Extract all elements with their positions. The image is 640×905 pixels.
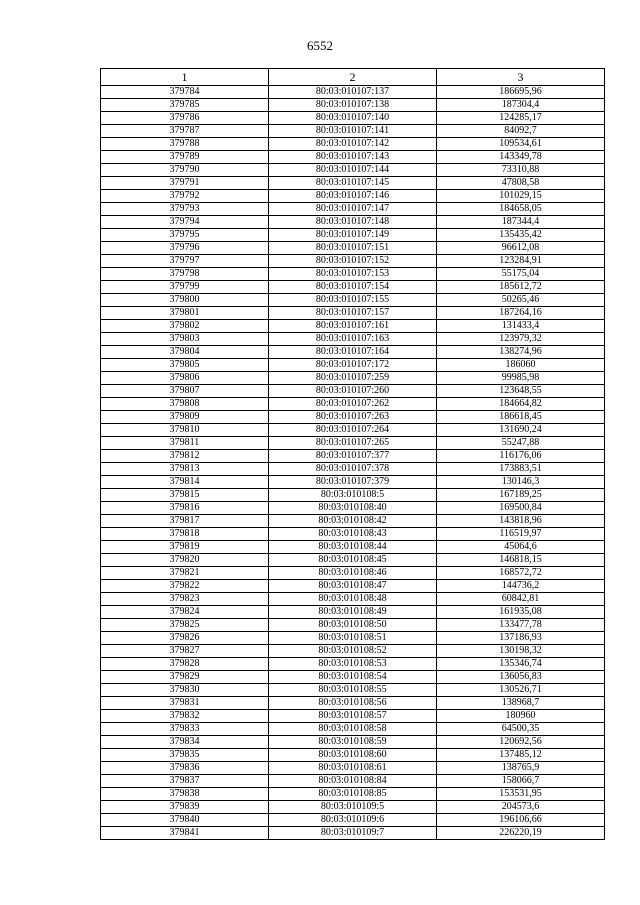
cadastral-number-cell: 80:03:010107:140 [269, 112, 437, 125]
table-row [101, 307, 605, 320]
value-cell: 133477,78 [437, 619, 605, 632]
column-header-1: 1 [101, 69, 269, 86]
table-body [101, 86, 605, 840]
table-row [101, 775, 605, 788]
row-number-cell: 379795 [101, 229, 269, 242]
value-cell: 186060 [437, 359, 605, 372]
cadastral-number-cell: 80:03:010107:172 [269, 359, 437, 372]
row-number-cell: 379824 [101, 606, 269, 619]
cadastral-number-cell: 80:03:010108:42 [269, 515, 437, 528]
cadastral-number-cell: 80:03:010108:47 [269, 580, 437, 593]
cadastral-number-cell: 80:03:010108:52 [269, 645, 437, 658]
row-number-cell: 379799 [101, 281, 269, 294]
row-number-cell: 379788 [101, 138, 269, 151]
cadastral-number-cell: 80:03:010108:45 [269, 554, 437, 567]
row-number-cell: 379830 [101, 684, 269, 697]
value-cell: 187304,4 [437, 99, 605, 112]
value-cell: 55247,88 [437, 437, 605, 450]
table-row [101, 645, 605, 658]
row-number-cell: 379821 [101, 567, 269, 580]
table-row [101, 788, 605, 801]
value-cell: 116519,97 [437, 528, 605, 541]
row-number-cell: 379786 [101, 112, 269, 125]
row-number-cell: 379818 [101, 528, 269, 541]
table-row [101, 723, 605, 736]
value-cell: 196106,66 [437, 814, 605, 827]
value-cell: 184658,05 [437, 203, 605, 216]
value-cell: 158066,7 [437, 775, 605, 788]
table-row [101, 580, 605, 593]
table-row [101, 671, 605, 684]
cadastral-number-cell: 80:03:010107:151 [269, 242, 437, 255]
cadastral-number-cell: 80:03:010108:57 [269, 710, 437, 723]
table-row [101, 437, 605, 450]
table-row [101, 697, 605, 710]
table-row [101, 450, 605, 463]
cadastral-number-cell: 80:03:010107:379 [269, 476, 437, 489]
row-number-cell: 379835 [101, 749, 269, 762]
cadastral-number-cell: 80:03:010108:54 [269, 671, 437, 684]
column-header-2: 2 [269, 69, 437, 86]
cadastral-number-cell: 80:03:010108:50 [269, 619, 437, 632]
row-number-cell: 379815 [101, 489, 269, 502]
value-cell: 184664,82 [437, 398, 605, 411]
table-row [101, 541, 605, 554]
row-number-cell: 379790 [101, 164, 269, 177]
row-number-cell: 379816 [101, 502, 269, 515]
value-cell: 204573,6 [437, 801, 605, 814]
row-number-cell: 379822 [101, 580, 269, 593]
cadastral-number-cell: 80:03:010107:259 [269, 372, 437, 385]
cadastral-number-cell: 80:03:010107:149 [269, 229, 437, 242]
value-cell: 55175,04 [437, 268, 605, 281]
row-number-cell: 379841 [101, 827, 269, 840]
row-number-cell: 379784 [101, 86, 269, 99]
row-number-cell: 379803 [101, 333, 269, 346]
table-row [101, 528, 605, 541]
value-cell: 60842,81 [437, 593, 605, 606]
table-row [101, 463, 605, 476]
row-number-cell: 379840 [101, 814, 269, 827]
row-number-cell: 379801 [101, 307, 269, 320]
row-number-cell: 379805 [101, 359, 269, 372]
page-number: 6552 [307, 38, 333, 53]
row-number-cell: 379831 [101, 697, 269, 710]
table-row [101, 749, 605, 762]
value-cell: 109534,61 [437, 138, 605, 151]
table-row [101, 99, 605, 112]
row-number-cell: 379802 [101, 320, 269, 333]
cadastral-number-cell: 80:03:010107:144 [269, 164, 437, 177]
table-row [101, 320, 605, 333]
row-number-cell: 379785 [101, 99, 269, 112]
row-number-cell: 379837 [101, 775, 269, 788]
cadastral-number-cell: 80:03:010108:5 [269, 489, 437, 502]
value-cell: 186618,45 [437, 411, 605, 424]
table-row [101, 255, 605, 268]
table-row [101, 489, 605, 502]
cadastral-number-cell: 80:03:010108:48 [269, 593, 437, 606]
row-number-cell: 379813 [101, 463, 269, 476]
row-number-cell: 379839 [101, 801, 269, 814]
value-cell: 135346,74 [437, 658, 605, 671]
table-row [101, 385, 605, 398]
table-row [101, 151, 605, 164]
row-number-cell: 379836 [101, 762, 269, 775]
value-cell: 50265,46 [437, 294, 605, 307]
value-cell: 64500,35 [437, 723, 605, 736]
cadastral-number-cell: 80:03:010109:7 [269, 827, 437, 840]
row-number-cell: 379833 [101, 723, 269, 736]
row-number-cell: 379812 [101, 450, 269, 463]
row-number-cell: 379789 [101, 151, 269, 164]
value-cell: 96612,08 [437, 242, 605, 255]
cadastral-number-cell: 80:03:010108:49 [269, 606, 437, 619]
row-number-cell: 379834 [101, 736, 269, 749]
table-row [101, 281, 605, 294]
row-number-cell: 379827 [101, 645, 269, 658]
value-cell: 138765,9 [437, 762, 605, 775]
cadastral-number-cell: 80:03:010107:141 [269, 125, 437, 138]
cadastral-number-cell: 80:03:010107:262 [269, 398, 437, 411]
cadastral-number-cell: 80:03:010107:137 [269, 86, 437, 99]
cadastral-number-cell: 80:03:010107:377 [269, 450, 437, 463]
row-number-cell: 379826 [101, 632, 269, 645]
value-cell: 161935,08 [437, 606, 605, 619]
value-cell: 137186,93 [437, 632, 605, 645]
table-row [101, 736, 605, 749]
value-cell: 130526,71 [437, 684, 605, 697]
value-cell: 101029,15 [437, 190, 605, 203]
cadastral-number-cell: 80:03:010107:138 [269, 99, 437, 112]
value-cell: 168572,72 [437, 567, 605, 580]
cadastral-number-cell: 80:03:010107:378 [269, 463, 437, 476]
table-row [101, 710, 605, 723]
table-row [101, 86, 605, 99]
value-cell: 130146,3 [437, 476, 605, 489]
cadastral-number-cell: 80:03:010107:265 [269, 437, 437, 450]
row-number-cell: 379820 [101, 554, 269, 567]
value-cell: 123979,32 [437, 333, 605, 346]
cadastral-number-cell: 80:03:010108:60 [269, 749, 437, 762]
row-number-cell: 379832 [101, 710, 269, 723]
cadastral-number-cell: 80:03:010107:260 [269, 385, 437, 398]
row-number-cell: 379804 [101, 346, 269, 359]
table-row [101, 242, 605, 255]
value-cell: 47808,58 [437, 177, 605, 190]
table-row [101, 216, 605, 229]
cadastral-number-cell: 80:03:010107:164 [269, 346, 437, 359]
cadastral-number-cell: 80:03:010107:147 [269, 203, 437, 216]
table-row [101, 632, 605, 645]
table-row [101, 190, 605, 203]
table-row [101, 424, 605, 437]
table-row [101, 203, 605, 216]
value-cell: 124285,17 [437, 112, 605, 125]
table-row [101, 814, 605, 827]
cadastral-number-cell: 80:03:010107:143 [269, 151, 437, 164]
cadastral-number-cell: 80:03:010107:146 [269, 190, 437, 203]
table-row [101, 476, 605, 489]
table-row [101, 164, 605, 177]
row-number-cell: 379791 [101, 177, 269, 190]
table-header-row [101, 69, 605, 86]
column-header-3: 3 [437, 69, 605, 86]
value-cell: 131433,4 [437, 320, 605, 333]
value-cell: 180960 [437, 710, 605, 723]
table-row [101, 619, 605, 632]
row-number-cell: 379792 [101, 190, 269, 203]
cadastral-number-cell: 80:03:010107:152 [269, 255, 437, 268]
row-number-cell: 379806 [101, 372, 269, 385]
table-row [101, 554, 605, 567]
table-row [101, 658, 605, 671]
value-cell: 123648,55 [437, 385, 605, 398]
cadastral-number-cell: 80:03:010109:6 [269, 814, 437, 827]
table-row [101, 294, 605, 307]
table-row [101, 827, 605, 840]
value-cell: 143818,96 [437, 515, 605, 528]
row-number-cell: 379817 [101, 515, 269, 528]
row-number-cell: 379823 [101, 593, 269, 606]
row-number-cell: 379794 [101, 216, 269, 229]
cadastral-number-cell: 80:03:010107:145 [269, 177, 437, 190]
row-number-cell: 379787 [101, 125, 269, 138]
value-cell: 146818,15 [437, 554, 605, 567]
value-cell: 131690,24 [437, 424, 605, 437]
cadastral-number-cell: 80:03:010107:154 [269, 281, 437, 294]
table-row [101, 398, 605, 411]
value-cell: 185612,72 [437, 281, 605, 294]
cadastral-number-cell: 80:03:010107:153 [269, 268, 437, 281]
row-number-cell: 379814 [101, 476, 269, 489]
table-row [101, 593, 605, 606]
value-cell: 73310,88 [437, 164, 605, 177]
cadastral-number-cell: 80:03:010108:58 [269, 723, 437, 736]
data-table [100, 68, 605, 840]
value-cell: 137485,12 [437, 749, 605, 762]
cadastral-number-cell: 80:03:010108:40 [269, 502, 437, 515]
cadastral-number-cell: 80:03:010109:5 [269, 801, 437, 814]
cadastral-number-cell: 80:03:010108:51 [269, 632, 437, 645]
value-cell: 186695,96 [437, 86, 605, 99]
table-row [101, 359, 605, 372]
row-number-cell: 379800 [101, 294, 269, 307]
cadastral-number-cell: 80:03:010107:148 [269, 216, 437, 229]
row-number-cell: 379808 [101, 398, 269, 411]
row-number-cell: 379809 [101, 411, 269, 424]
value-cell: 226220,19 [437, 827, 605, 840]
value-cell: 144736,2 [437, 580, 605, 593]
row-number-cell: 379797 [101, 255, 269, 268]
table-row [101, 125, 605, 138]
cadastral-number-cell: 80:03:010107:163 [269, 333, 437, 346]
row-number-cell: 379838 [101, 788, 269, 801]
cadastral-number-cell: 80:03:010107:264 [269, 424, 437, 437]
table-row [101, 502, 605, 515]
table-row [101, 515, 605, 528]
cadastral-number-cell: 80:03:010108:53 [269, 658, 437, 671]
value-cell: 45064,6 [437, 541, 605, 554]
cadastral-number-cell: 80:03:010107:142 [269, 138, 437, 151]
value-cell: 138968,7 [437, 697, 605, 710]
row-number-cell: 379829 [101, 671, 269, 684]
value-cell: 143349,78 [437, 151, 605, 164]
value-cell: 153531,95 [437, 788, 605, 801]
cadastral-number-cell: 80:03:010108:61 [269, 762, 437, 775]
cadastral-number-cell: 80:03:010107:157 [269, 307, 437, 320]
value-cell: 123284,91 [437, 255, 605, 268]
value-cell: 187344,4 [437, 216, 605, 229]
table-row [101, 372, 605, 385]
table-row [101, 112, 605, 125]
cadastral-number-cell: 80:03:010108:55 [269, 684, 437, 697]
cadastral-number-cell: 80:03:010108:59 [269, 736, 437, 749]
value-cell: 167189,25 [437, 489, 605, 502]
value-cell: 187264,16 [437, 307, 605, 320]
table-row [101, 138, 605, 151]
cadastral-number-cell: 80:03:010108:44 [269, 541, 437, 554]
table-row [101, 762, 605, 775]
value-cell: 169500,84 [437, 502, 605, 515]
table-row [101, 684, 605, 697]
table-row [101, 606, 605, 619]
row-number-cell: 379819 [101, 541, 269, 554]
table-row [101, 567, 605, 580]
table-row [101, 177, 605, 190]
table-row [101, 801, 605, 814]
table-row [101, 333, 605, 346]
value-cell: 135435,42 [437, 229, 605, 242]
value-cell: 116176,06 [437, 450, 605, 463]
value-cell: 99985,98 [437, 372, 605, 385]
table-row [101, 268, 605, 281]
table-row [101, 346, 605, 359]
cadastral-number-cell: 80:03:010108:56 [269, 697, 437, 710]
value-cell: 173883,51 [437, 463, 605, 476]
cadastral-number-cell: 80:03:010107:155 [269, 294, 437, 307]
row-number-cell: 379793 [101, 203, 269, 216]
value-cell: 138274,96 [437, 346, 605, 359]
value-cell: 120692,56 [437, 736, 605, 749]
cadastral-number-cell: 80:03:010108:46 [269, 567, 437, 580]
cadastral-number-cell: 80:03:010108:85 [269, 788, 437, 801]
cadastral-number-cell: 80:03:010107:263 [269, 411, 437, 424]
row-number-cell: 379825 [101, 619, 269, 632]
table-row [101, 229, 605, 242]
value-cell: 136056,83 [437, 671, 605, 684]
table-row [101, 411, 605, 424]
row-number-cell: 379811 [101, 437, 269, 450]
row-number-cell: 379798 [101, 268, 269, 281]
row-number-cell: 379796 [101, 242, 269, 255]
cadastral-number-cell: 80:03:010108:84 [269, 775, 437, 788]
cadastral-number-cell: 80:03:010107:161 [269, 320, 437, 333]
value-cell: 84092,7 [437, 125, 605, 138]
value-cell: 130198,32 [437, 645, 605, 658]
cadastral-number-cell: 80:03:010108:43 [269, 528, 437, 541]
row-number-cell: 379807 [101, 385, 269, 398]
row-number-cell: 379828 [101, 658, 269, 671]
row-number-cell: 379810 [101, 424, 269, 437]
